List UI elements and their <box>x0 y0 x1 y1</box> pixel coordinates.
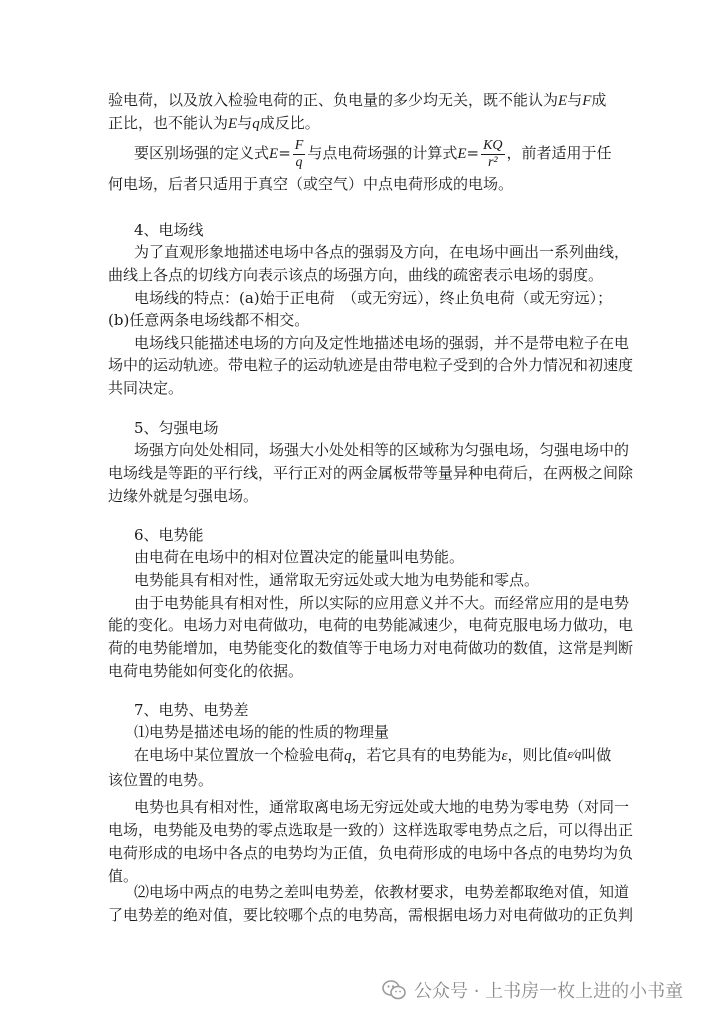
fraction-denominator: r² <box>487 154 498 170</box>
math-var: q <box>344 748 352 764</box>
text-segment: 与 <box>237 114 253 132</box>
text-line: 能的变化。电场力对电荷做功，电荷的电势能减速少，电荷克服电场力做功，电 <box>108 616 634 634</box>
math-var: F <box>582 93 592 109</box>
fraction-denominator: q <box>295 154 303 170</box>
math-var: q <box>252 116 260 132</box>
math-var: ε <box>501 748 508 764</box>
wechat-icon <box>382 979 406 1001</box>
text-line: 电场线是等距的平行线，平行正对的两金属板带等量异种电荷后，在两极之间除 <box>108 464 634 482</box>
field-definition-fraction <box>293 138 306 171</box>
text-segment: ，前者适用于任 <box>506 144 612 162</box>
text-line: ⑵电场中两点的电势之差叫电势差，依教材要求，电势差都取绝对值，知道 <box>134 883 630 901</box>
math-operator: = <box>278 144 291 162</box>
text-line: 曲线上各点的切线方向表示该点的场强方向，曲线的疏密表示电场的弱度。 <box>108 266 604 284</box>
math-var: E <box>558 93 568 109</box>
section-heading: 7、电势、电势差 <box>134 701 249 719</box>
text-segment: 验电荷，以及放入检验电荷的正、负电量的多少均无关，既不能认为 <box>108 91 559 109</box>
text-line: ⑴电势是描述电场的能的性质的物理量 <box>134 723 390 741</box>
wechat-watermark <box>382 976 683 1004</box>
text-line: 了电势差的绝对值，要比较哪个点的电势高，需根据电场力对电荷做功的正负判 <box>108 906 634 924</box>
text-line: 边缘外就是匀强电场。 <box>108 487 259 505</box>
text-line: 电场，电势能及电势的零点选取是一致的）这样选取零电势点之后，可以得出正 <box>108 821 634 839</box>
point-charge-fraction <box>481 138 504 171</box>
section-heading: 4、电场线 <box>134 221 204 239</box>
text-line: 值。 <box>108 867 139 885</box>
math-operator: = <box>466 144 480 162</box>
potential-ratio: ε⁄q <box>567 746 582 761</box>
text-segment: ，若它具有的电势能为 <box>351 746 502 764</box>
text-line: 由电荷在电场中的相对位置决定的能量叫电势能。 <box>134 548 465 566</box>
text-line: (b)任意两条电场线都不相交。 <box>108 311 310 329</box>
section-heading: 6、电势能 <box>134 526 204 544</box>
fraction-numerator: F <box>294 137 304 153</box>
text-line: 电场线的特点：(a)始于正电荷 （或无穷远），终止负电荷（或无穷远）； <box>134 289 613 307</box>
text-segment: 成反比。 <box>259 114 320 132</box>
watermark-text: 公众号 · 上书房一枚上进的小书童 <box>414 981 684 1002</box>
text-line: 该位置的电势。 <box>108 771 214 789</box>
text-line: 场强方向处处相同，场强大小处处相等的区域称为匀强电场，匀强电场中的 <box>134 441 630 459</box>
math-var: E <box>228 116 238 132</box>
text-segment: 正比，也不能认为 <box>108 114 229 132</box>
text-segment: 要区别场强的定义式 <box>134 144 270 162</box>
text-line <box>134 745 611 766</box>
text-segment: 与点电荷场强的计算式 <box>307 144 458 162</box>
text-segment: 成 <box>591 91 607 109</box>
text-line: 电场线只能描述电场的方向及定性地描述电场的强弱，并不是带电粒子在电 <box>134 334 630 352</box>
text-line: 为了直观形象地描述电场中各点的强弱及方向，在电场中画出一系列曲线， <box>134 243 630 261</box>
section-heading: 5、匀强电场 <box>134 419 219 437</box>
math-var: E <box>457 146 467 162</box>
text-line: 荷的电势能增加，电势能变化的数值等于电场力对电荷做功的数值，这常是判断 <box>108 639 634 657</box>
text-segment: 与 <box>567 91 583 109</box>
text-line: 共同决定。 <box>108 379 184 397</box>
text-segment: ，则比值 <box>507 746 568 764</box>
text-line: 电势也具有相对性，通常取离电场无穷远处或大地的电势为零电势（对同一 <box>134 798 630 816</box>
text-line: 电荷电势能如何变化的依据。 <box>108 662 304 680</box>
text-line: 电荷形成的电场中各点的电势均为正值，负电荷形成的电场中各点的电势均为负 <box>108 844 634 862</box>
text-line <box>108 113 320 134</box>
text-line: 何电场，后者只适用于真空（或空气）中点电荷形成的电场。 <box>108 175 514 193</box>
text-segment: 在电场中某位置放一个检验电荷 <box>134 746 345 764</box>
formula-line <box>134 135 612 172</box>
text-line: 场中的运动轨迹。带电粒子的运动轨迹是由带电粒子受到的合外力情况和初速度 <box>108 356 634 374</box>
text-line: 由于电势能具有相对性，所以实际的应用意义并不大。而经常应用的是电势 <box>134 594 630 612</box>
text-line: 电势能具有相对性，通常取无穷远处或大地为电势能和零点。 <box>134 571 540 589</box>
math-var: E <box>269 146 279 162</box>
text-segment: 叫做 <box>581 746 612 764</box>
text-line <box>108 90 606 111</box>
fraction-numerator: KQ <box>483 137 503 153</box>
